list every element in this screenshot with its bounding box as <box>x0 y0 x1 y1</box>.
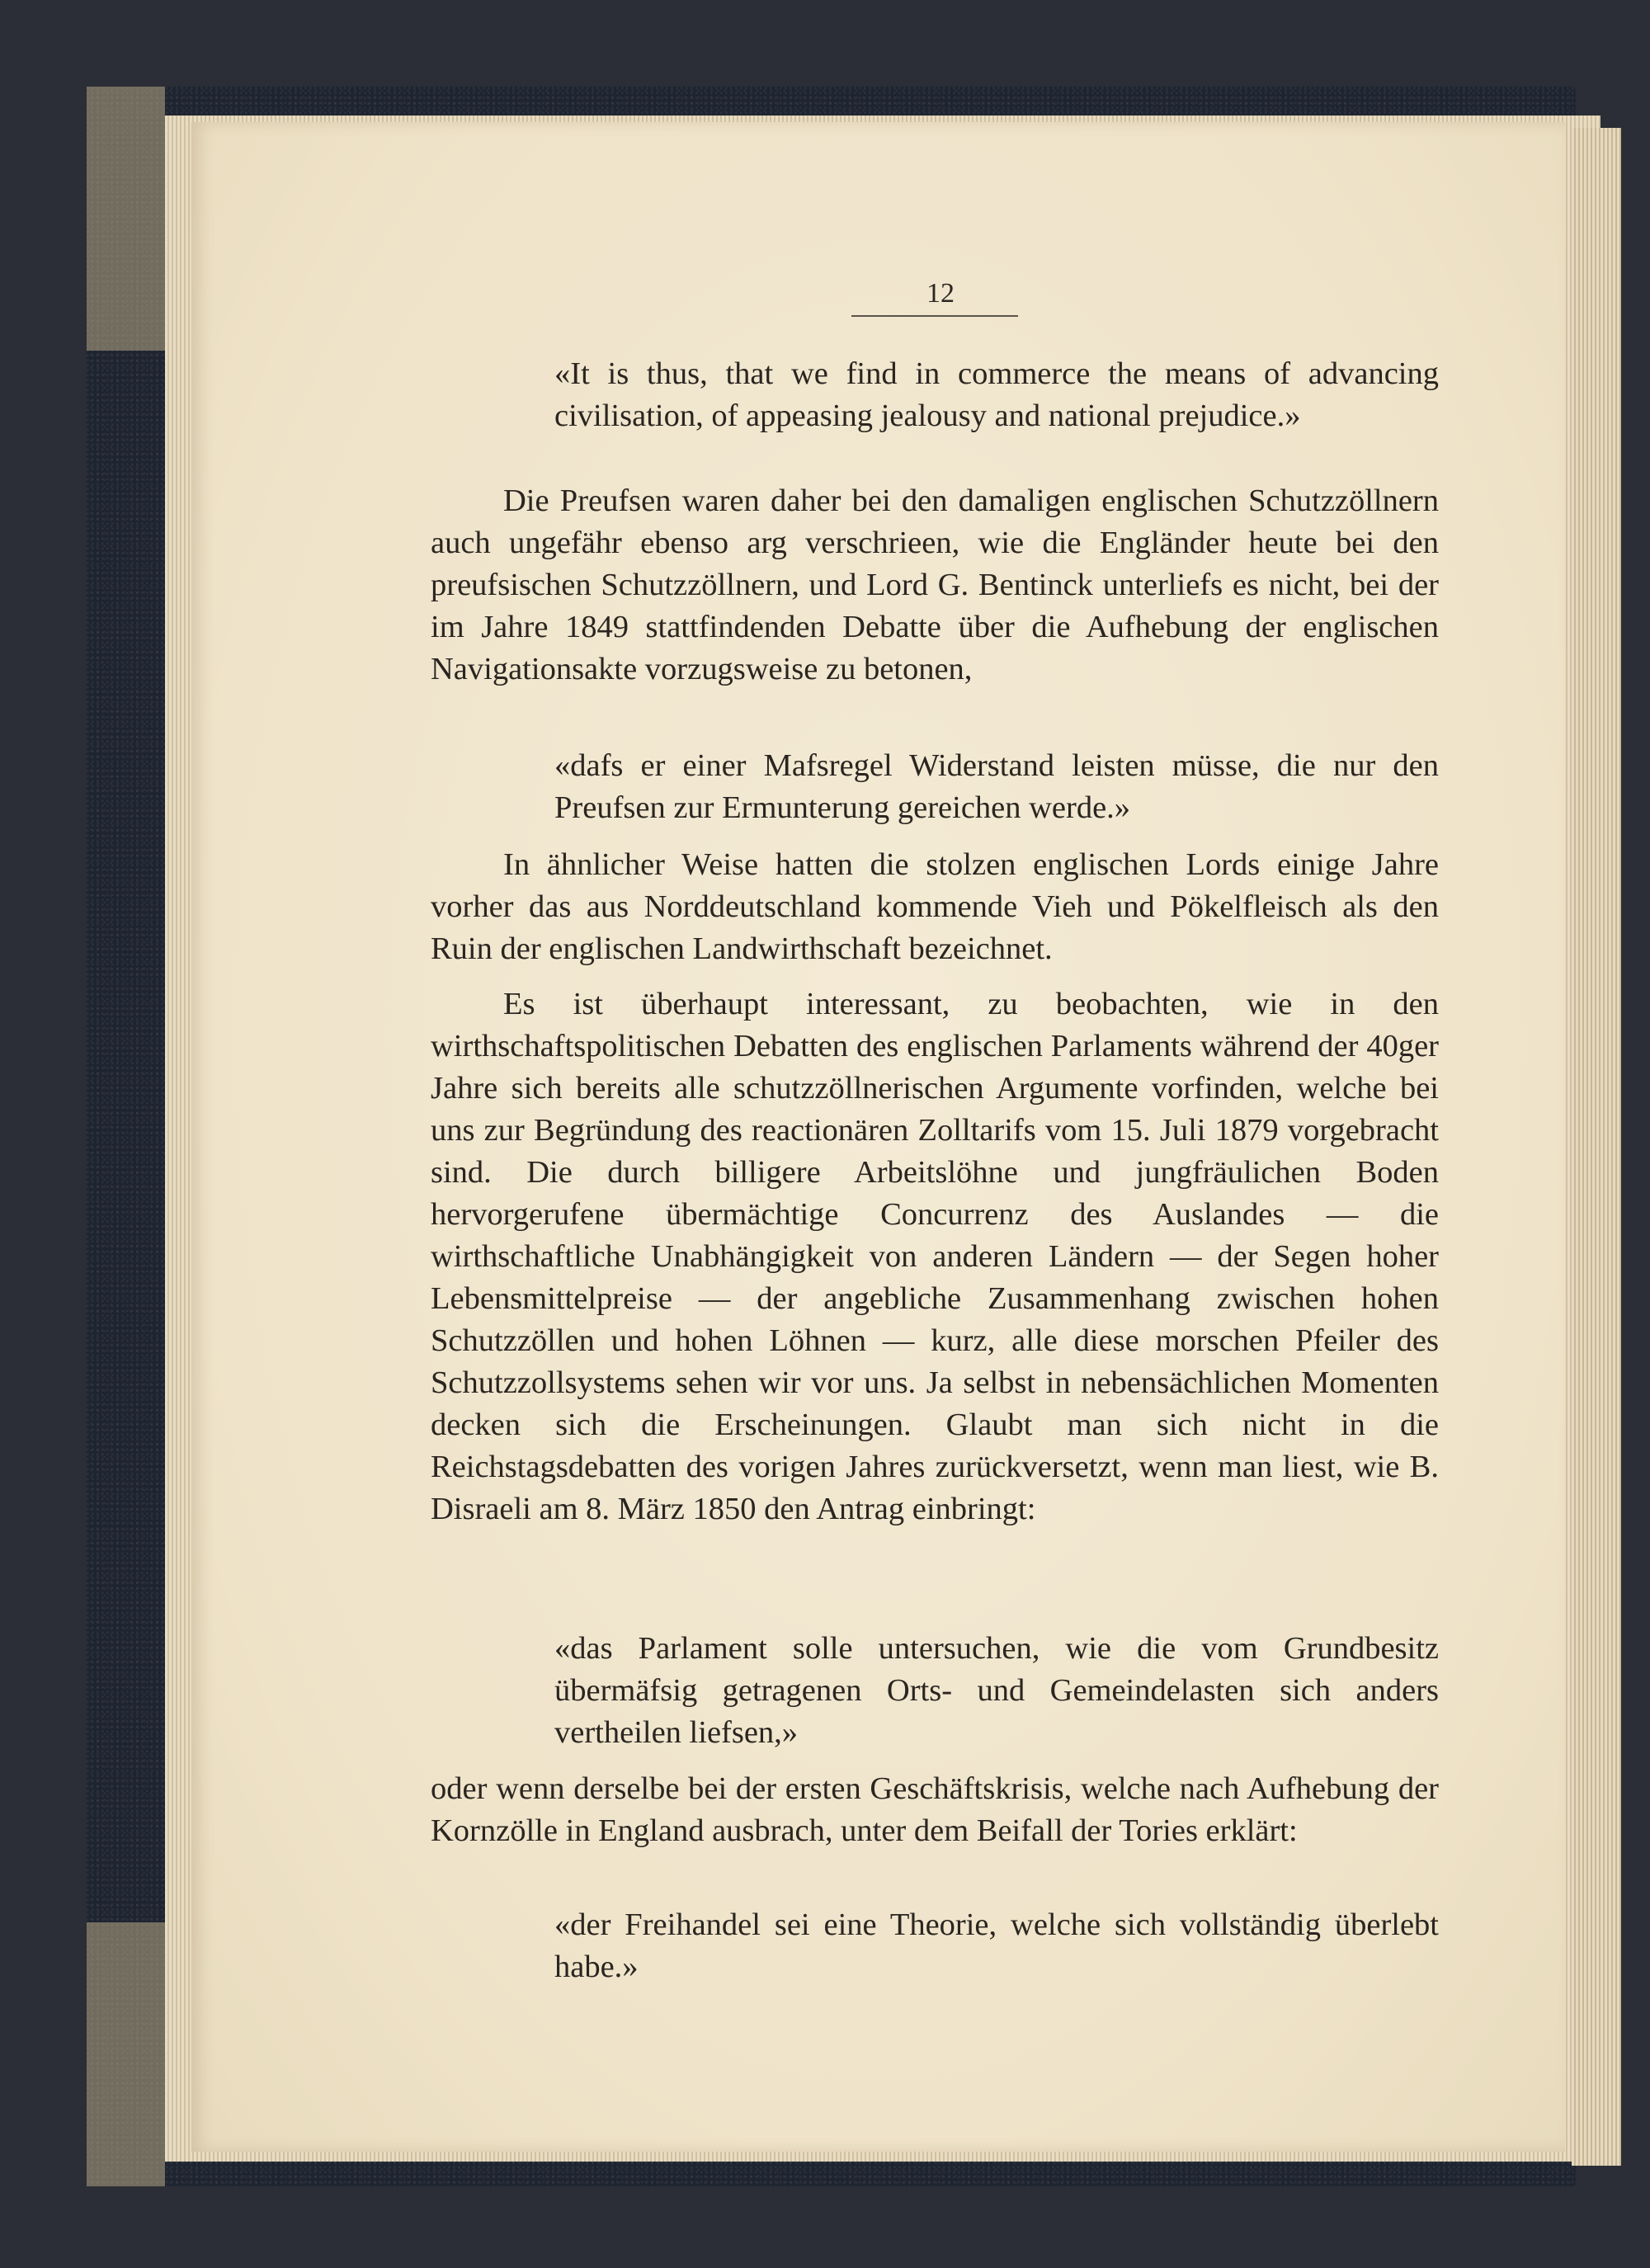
cover-corner-bottom <box>87 1922 165 2186</box>
cover-corner-top <box>87 87 165 351</box>
right-page-edge <box>1572 128 1621 2166</box>
paragraph: oder wenn derselbe bei der ersten Geschäftskrisis, welche nach Aufhebung der Kornzölle in England ausbrach, unter dem Beifall der Tories erklärt: <box>431 1771 1439 1848</box>
page-number: 12 <box>926 278 955 309</box>
paragraph: Die Preufsen waren daher bei den damaligen englischen Schutzzöllnern auch ungefähr ebenso arg verschrieen, wie die Engländer heute bei den preufsischen Schutzzöllnern, und Lord G. Bentinck unterliefs es nicht, bei der im Jahre 1849 stattfindenden Debatte über die Aufhebung der englischen Navigationsakte vorzugsweise zu betonen, <box>431 483 1439 686</box>
quote-block: «der Freihandel sei eine Theorie, welche sich vollständig überlebt habe.» <box>554 1907 1439 1984</box>
quote-block: «It is thus, that we find in commerce the means of advancing civilisation, of appeasing jealousy and national prejudice.» <box>554 356 1439 433</box>
paragraph: In ähnlicher Weise hatten die stolzen englischen Lords einige Jahre vorher das aus Norddeutschland kommende Vieh und Pökelfleisch als den Ruin der englischen Landwirthschaft bezeichnet. <box>431 847 1439 966</box>
quote-block: «das Parlament solle untersuchen, wie die vom Grundbesitz übermäfsig getragenen Orts- und Gemeindelasten sich anders vertheilen liefsen,» <box>554 1631 1439 1750</box>
paragraph: Es ist überhaupt interessant, zu beobachten, wie in den wirthschaftspolitischen Debatten des englischen Parlaments während der 40ger Jahre sich bereits alle schutzzöllnerischen Argumente vorfinden, welche bei uns zur Begründung des reactionären Zolltarifs vom 15. Juli 1879 vorgebracht sind. Die durch billigere Arbeitslöhne und jungfräulichen Boden hervorgerufene übermächtige Concurrenz des Auslandes — die wirthschaftliche Unabhängigkeit von anderen Ländern — der Segen hoher Lebensmittelpreise — der angebliche Zusammenhang zwischen hohen Schutzzöllen und hohen Löhnen — kurz, alle diese morschen Pfeiler des Schutzzollsystems sehen wir vor uns. Ja selbst in nebensächlichen Momenten decken sich die Erscheinungen. Glaubt man sich nicht in die Reichstagsdebatten des vorigen Jahres zurückversetzt, wenn man liest, wie B. Disraeli am 8. März 1850 den Antrag einbringt: <box>431 987 1439 1526</box>
page-number-rule <box>851 315 1018 317</box>
quote-block: «dafs er einer Mafsregel Widerstand leisten müsse, die nur den Preufsen zur Ermunterung gereichen werde.» <box>554 748 1439 825</box>
